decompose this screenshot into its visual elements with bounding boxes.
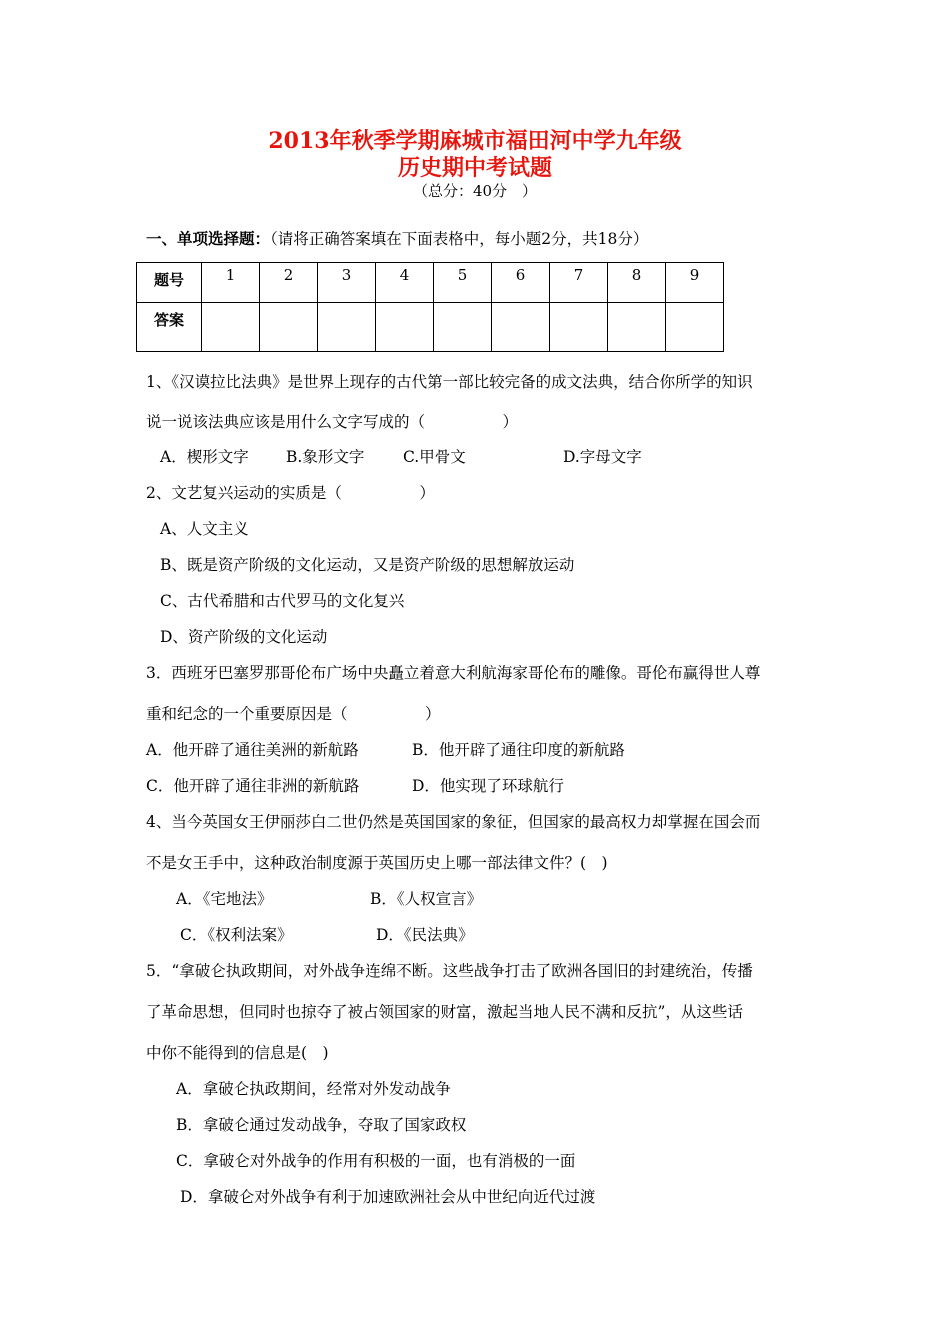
question-3-option-a: A．他开辟了通往美洲的新航路 <box>146 741 359 759</box>
section-title: 一、单项选择题： <box>146 229 271 248</box>
question-5-option-d: D．拿破仑对外战争有利于加速欧洲社会从中世纪向近代过渡 <box>180 1188 596 1206</box>
cell-number-9: 9 <box>666 263 724 303</box>
row-label-answer: 答案 <box>137 303 202 352</box>
table-row-answers <box>137 303 724 352</box>
answer-cell <box>202 303 260 352</box>
section-heading <box>146 227 648 249</box>
question-3-option-c: C．他开辟了通往非洲的新航路 <box>146 777 360 795</box>
question-5-text-cont1: 了革命思想，但同时也掠夺了被占领国家的财富，激起当地人民不满和反抗”，从这些话 <box>146 1003 743 1021</box>
answer-cell <box>492 303 550 352</box>
question-4-text: 4、当今英国女王伊丽莎白二世仍然是英国国家的象征，但国家的最高权力却掌握在国会而 <box>146 813 761 831</box>
answer-cell <box>260 303 318 352</box>
question-2-option-c: C、古代希腊和古代罗马的文化复兴 <box>160 592 405 610</box>
cell-number-6: 6 <box>492 263 550 303</box>
question-4-option-b: B．《人权宣言》 <box>370 890 483 908</box>
answer-cell <box>550 303 608 352</box>
question-3-option-b: B．他开辟了通往印度的新航路 <box>412 741 625 759</box>
question-2-option-a: A、人文主义 <box>160 520 249 538</box>
answer-cell <box>318 303 376 352</box>
cell-number-2: 2 <box>260 263 318 303</box>
question-4-option-d: D．《民法典》 <box>376 926 474 944</box>
question-2-option-d: D、资产阶级的文化运动 <box>160 628 328 646</box>
question-1-text-cont: 说一说该法典应该是用什么文字写成的（ ） <box>146 413 519 431</box>
answer-cell <box>666 303 724 352</box>
question-3-option-d: D．他实现了环球航行 <box>412 777 564 795</box>
cell-number-3: 3 <box>318 263 376 303</box>
cell-number-7: 7 <box>550 263 608 303</box>
question-5-option-a: A．拿破仑执政期间，经常对外发动战争 <box>176 1080 451 1098</box>
question-1-option-b: B.象形文字 <box>286 448 365 466</box>
exam-title-line2: 历史期中考试题 <box>397 155 552 181</box>
question-1-option-c: C.甲骨文 <box>403 448 466 466</box>
question-3-text: 3．西班牙巴塞罗那哥伦布广场中央矗立着意大利航海家哥伦布的雕像。哥伦布赢得世人尊 <box>146 664 761 682</box>
question-4-text-cont: 不是女王手中，这种政治制度源于英国历史上哪一部法律文件？( ) <box>146 854 608 872</box>
answer-table <box>136 262 724 352</box>
cell-number-8: 8 <box>608 263 666 303</box>
question-2-option-b: B、既是资产阶级的文化运动，又是资产阶级的思想解放运动 <box>160 556 575 574</box>
answer-cell <box>376 303 434 352</box>
question-5-option-c: C．拿破仑对外战争的作用有积极的一面，也有消极的一面 <box>176 1152 576 1170</box>
table-row-numbers <box>137 263 724 303</box>
question-1-option-a: A．楔形文字 <box>160 448 249 466</box>
question-2-text: 2、文艺复兴运动的实质是（ ） <box>146 484 435 502</box>
question-1-option-d: D.字母文字 <box>563 448 642 466</box>
question-3-text-cont: 重和纪念的一个重要原因是（ ） <box>146 705 441 723</box>
cell-number-4: 4 <box>376 263 434 303</box>
cell-number-1: 1 <box>202 263 260 303</box>
question-1-text: 1、《汉谟拉比法典》是世界上现存的古代第一部比较完备的成文法典，结合你所学的知识 <box>146 373 753 391</box>
cell-number-5: 5 <box>434 263 492 303</box>
question-4-option-a: A．《宅地法》 <box>176 890 273 908</box>
exam-title-line1: 2013年秋季学期麻城市福田河中学九年级 <box>268 128 682 154</box>
question-4-option-c: C．《权利法案》 <box>180 926 293 944</box>
row-label-number: 题号 <box>137 263 202 303</box>
answer-cell <box>434 303 492 352</box>
answer-cell <box>608 303 666 352</box>
total-score: （总分：40分 ） <box>412 182 538 200</box>
question-5-option-b: B．拿破仑通过发动战争，夺取了国家政权 <box>176 1116 467 1134</box>
question-5-text: 5．“拿破仑执政期间，对外战争连绵不断。这些战争打击了欧洲各国旧的封建统治，传播 <box>146 962 753 980</box>
question-5-text-cont2: 中你不能得到的信息是( ) <box>146 1044 329 1062</box>
section-instruction: （请将正确答案填在下面表格中，每小题2分，共18分） <box>270 230 649 248</box>
